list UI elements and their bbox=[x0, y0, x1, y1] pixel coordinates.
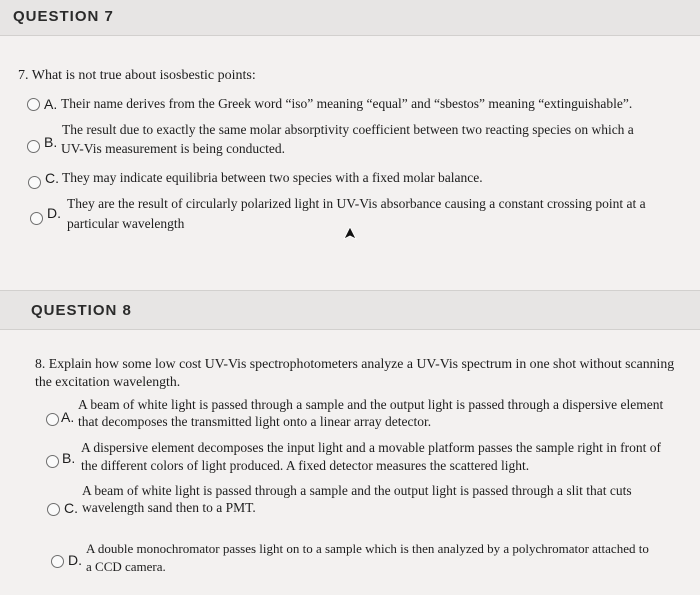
q7-option-c-radio[interactable] bbox=[28, 176, 41, 189]
q8-option-d-line2[interactable]: a CCD camera. bbox=[86, 559, 166, 574]
q8-option-c-line1[interactable]: A beam of white light is passed through a sample and the output light is passed through a slit that cuts bbox=[82, 483, 632, 498]
q7-option-b-line2[interactable]: UV-Vis measurement is being conducted. bbox=[61, 141, 286, 156]
q7-option-d-line2[interactable]: particular wavelength bbox=[67, 216, 185, 231]
question-7-title: QUESTION 7 bbox=[13, 8, 114, 25]
question-8-prompt-line1: 8. Explain how some low cost UV-Vis spectrophotometers analyze a UV-Vis spectrum in one shot without scanning bbox=[35, 356, 675, 371]
q7-option-a-letter: A. bbox=[44, 96, 58, 112]
question-7-header bbox=[0, 0, 700, 36]
q8-option-a-radio[interactable] bbox=[46, 413, 59, 426]
q7-option-c-text[interactable]: They may indicate equilibria between two species with a fixed molar balance. bbox=[62, 170, 483, 185]
q7-option-d-radio[interactable] bbox=[30, 212, 43, 225]
q7-option-a-text[interactable]: Their name derives from the Greek word “iso” meaning “equal” and “sbestos” meaning “extinguishable”. bbox=[61, 96, 633, 111]
q8-option-d-line1[interactable]: A double monochromator passes light on to a sample which is then analyzed by a polychromator attached to bbox=[86, 541, 649, 556]
question-8-prompt-line2: the excitation wavelength. bbox=[35, 374, 181, 389]
q8-option-b-radio[interactable] bbox=[46, 455, 59, 468]
q7-option-b-letter: B. bbox=[44, 134, 58, 150]
q8-option-a-letter: A. bbox=[61, 409, 75, 425]
q7-option-d-line1[interactable]: They are the result of circularly polarized light in UV-Vis absorbance causing a constant crossing point at a bbox=[67, 196, 646, 211]
mouse-pointer-icon bbox=[343, 226, 357, 242]
q8-option-c-radio[interactable] bbox=[47, 503, 60, 516]
question-8-header bbox=[0, 290, 700, 330]
q7-option-b-radio[interactable] bbox=[27, 140, 40, 153]
q8-option-b-letter: B. bbox=[62, 450, 76, 466]
question-7-prompt: 7. What is not true about isosbestic points: bbox=[18, 68, 256, 83]
q8-option-c-letter: C. bbox=[64, 500, 78, 516]
q8-option-b-line1[interactable]: A dispersive element decomposes the input light and a movable platform passes the sample right in front of bbox=[81, 440, 661, 455]
q8-option-b-line2[interactable]: the different colors of light produced. A fixed detector measures the scattered light. bbox=[81, 458, 530, 473]
q8-option-a-line1[interactable]: A beam of white light is passed through a sample and the output light is passed through a dispersive element bbox=[78, 397, 664, 412]
q8-option-d-letter: D. bbox=[68, 552, 82, 568]
q8-option-c-line2[interactable]: wavelength sand then to a PMT. bbox=[82, 500, 256, 515]
q8-option-d-radio[interactable] bbox=[51, 555, 64, 568]
question-8-title: QUESTION 8 bbox=[31, 302, 132, 319]
q8-option-a-line2[interactable]: that decomposes the transmitted light onto a linear array detector. bbox=[78, 414, 432, 429]
q7-option-d-letter: D. bbox=[47, 205, 61, 221]
q7-option-a-radio[interactable] bbox=[27, 98, 40, 111]
q7-option-c-letter: C. bbox=[45, 170, 59, 186]
q7-option-b-line1[interactable]: The result due to exactly the same molar absorptivity coefficient between two reacting species on which a bbox=[62, 122, 634, 137]
